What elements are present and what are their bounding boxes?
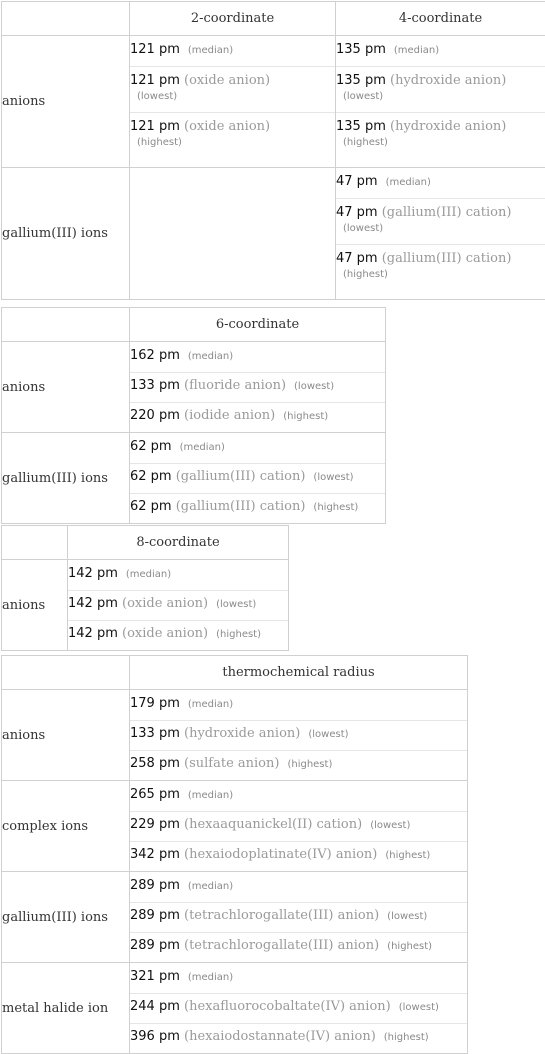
- corner-cell: [2, 656, 130, 690]
- radius-value: 133 pm: [130, 726, 180, 741]
- radius-entry: [130, 66, 335, 112]
- source-species: (tetrachlorogallate(III) anion): [184, 938, 379, 953]
- radius-value: 179 pm: [130, 696, 180, 711]
- radius-value: 62 pm: [130, 499, 172, 514]
- radius-value: 289 pm: [130, 878, 180, 893]
- source-species: (gallium(III) cation): [382, 251, 512, 266]
- statistic-tag: (lowest): [336, 89, 545, 105]
- corner-cell: [2, 308, 130, 342]
- row-header: anions: [2, 690, 130, 781]
- source-species: (oxide anion): [184, 119, 270, 134]
- radius-table-8-coordinate: [1, 525, 289, 651]
- radius-entry: [130, 841, 467, 871]
- statistic-tag: (lowest): [305, 472, 353, 483]
- statistic-tag: (highest): [336, 267, 545, 283]
- radius-value: 142 pm: [68, 566, 118, 581]
- value-cell: [130, 433, 386, 524]
- radius-value: 229 pm: [130, 817, 180, 832]
- source-species: (sulfate anion): [184, 756, 279, 771]
- source-species: (gallium(III) cation): [176, 499, 306, 514]
- statistic-tag: (highest): [275, 411, 328, 422]
- source-species: (hydroxide anion): [390, 119, 506, 134]
- source-species: (iodide anion): [184, 408, 275, 423]
- source-species: (oxide anion): [122, 596, 208, 611]
- row-header: anions: [2, 560, 68, 651]
- row-header: metal halide ion: [2, 963, 130, 1054]
- value-cell: [130, 781, 468, 872]
- radius-value: 258 pm: [130, 756, 180, 771]
- source-species: (hexaiodostannate(IV) anion): [184, 1029, 376, 1044]
- statistic-tag: (highest): [208, 629, 261, 640]
- statistic-tag: (highest): [379, 941, 432, 952]
- radius-entry: [336, 36, 545, 66]
- radius-entry: [130, 1023, 467, 1053]
- statistic-tag: (lowest): [379, 911, 427, 922]
- radius-value: 162 pm: [130, 348, 180, 363]
- statistic-tag: (median): [118, 569, 171, 580]
- source-species: (tetrachlorogallate(III) anion): [184, 908, 379, 923]
- statistic-tag: (lowest): [286, 381, 334, 392]
- statistic-tag: (highest): [305, 502, 358, 513]
- source-species: (hexaiodoplatinate(IV) anion): [184, 847, 377, 862]
- radius-entry: [130, 402, 385, 432]
- statistic-tag: (highest): [130, 135, 335, 151]
- radius-value: 289 pm: [130, 938, 180, 953]
- radius-value: 220 pm: [130, 408, 180, 423]
- value-cell: [336, 36, 545, 168]
- row-header: gallium(III) ions: [2, 872, 130, 963]
- statistic-tag: (lowest): [391, 1002, 439, 1013]
- radius-value: 135 pm: [336, 119, 386, 134]
- radius-value: 121 pm: [130, 119, 180, 134]
- statistic-tag: (highest): [377, 850, 430, 861]
- value-cell: [130, 963, 468, 1054]
- radius-entry: [130, 932, 467, 962]
- row-header: anions: [2, 342, 130, 433]
- radius-entry: [68, 590, 288, 620]
- column-header: thermochemical radius: [130, 656, 468, 690]
- source-species: (oxide anion): [184, 73, 270, 88]
- row-header: gallium(III) ions: [2, 433, 130, 524]
- statistic-tag: (median): [386, 45, 439, 56]
- radius-entry: [130, 493, 385, 523]
- radius-table-6-coordinate: [1, 307, 386, 524]
- statistic-tag: (highest): [336, 135, 545, 151]
- radius-value: 321 pm: [130, 969, 180, 984]
- statistic-tag: (lowest): [362, 820, 410, 831]
- radius-entry: [130, 993, 467, 1023]
- radius-value: 47 pm: [336, 205, 378, 220]
- source-species: (hydroxide anion): [390, 73, 506, 88]
- radius-entry: [130, 342, 385, 372]
- corner-cell: [2, 2, 130, 36]
- radius-value: 62 pm: [130, 439, 172, 454]
- empty-cell: [130, 168, 336, 300]
- radius-entry: [68, 560, 288, 590]
- radius-value: 47 pm: [336, 251, 378, 266]
- source-species: (gallium(III) cation): [382, 205, 512, 220]
- column-header: 2-coordinate: [130, 2, 336, 36]
- radius-entry: [130, 112, 335, 158]
- radius-entry: [130, 811, 467, 841]
- column-header: 4-coordinate: [336, 2, 545, 36]
- value-cell: [68, 560, 289, 651]
- radius-entry: [130, 872, 467, 902]
- statistic-tag: (median): [180, 45, 233, 56]
- value-cell: [130, 36, 336, 168]
- radius-value: 265 pm: [130, 787, 180, 802]
- value-cell: [130, 342, 386, 433]
- radius-entry: [130, 963, 467, 993]
- radius-value: 135 pm: [336, 42, 386, 57]
- radius-entry: [130, 690, 467, 720]
- statistic-tag: (lowest): [300, 729, 348, 740]
- statistic-tag: (median): [378, 177, 431, 188]
- source-species: (hexaaquanickel(II) cation): [184, 817, 362, 832]
- statistic-tag: (highest): [279, 759, 332, 770]
- value-cell: [336, 168, 545, 300]
- radius-entry: [336, 66, 545, 112]
- row-header: gallium(III) ions: [2, 168, 130, 300]
- radius-value: 244 pm: [130, 999, 180, 1014]
- statistic-tag: (median): [180, 881, 233, 892]
- statistic-tag: (lowest): [130, 89, 335, 105]
- radius-entry: [130, 463, 385, 493]
- value-cell: [130, 872, 468, 963]
- source-species: (fluoride anion): [184, 378, 286, 393]
- radius-entry: [68, 620, 288, 650]
- row-header: complex ions: [2, 781, 130, 872]
- radius-value: 133 pm: [130, 378, 180, 393]
- radius-entry: [336, 112, 545, 158]
- column-header: 6-coordinate: [130, 308, 386, 342]
- statistic-tag: (median): [180, 790, 233, 801]
- radius-value: 121 pm: [130, 42, 180, 57]
- radius-table-2-4-coordinate: [1, 1, 545, 300]
- radius-entry: [336, 244, 545, 290]
- radius-value: 396 pm: [130, 1029, 180, 1044]
- radius-value: 47 pm: [336, 174, 378, 189]
- radius-value: 121 pm: [130, 73, 180, 88]
- radius-value: 62 pm: [130, 469, 172, 484]
- radius-entry: [130, 902, 467, 932]
- statistic-tag: (lowest): [208, 599, 256, 610]
- statistic-tag: (median): [172, 442, 225, 453]
- radius-entry: [130, 720, 467, 750]
- source-species: (hydroxide anion): [184, 726, 300, 741]
- column-header: 8-coordinate: [68, 526, 289, 560]
- radius-table-thermochemical: [1, 655, 468, 1054]
- radius-entry: [130, 372, 385, 402]
- radius-value: 142 pm: [68, 626, 118, 641]
- statistic-tag: (median): [180, 699, 233, 710]
- radius-entry: [336, 198, 545, 244]
- statistic-tag: (lowest): [336, 221, 545, 237]
- radius-value: 142 pm: [68, 596, 118, 611]
- radius-entry: [130, 781, 467, 811]
- radius-entry: [130, 433, 385, 463]
- radius-entry: [336, 168, 545, 198]
- radius-entry: [130, 750, 467, 780]
- row-header: anions: [2, 36, 130, 168]
- statistic-tag: (median): [180, 351, 233, 362]
- radius-value: 135 pm: [336, 73, 386, 88]
- value-cell: [130, 690, 468, 781]
- radius-entry: [130, 36, 335, 66]
- source-species: (hexafluorocobaltate(IV) anion): [184, 999, 391, 1014]
- statistic-tag: (median): [180, 972, 233, 983]
- corner-cell: [2, 526, 68, 560]
- source-species: (oxide anion): [122, 626, 208, 641]
- source-species: (gallium(III) cation): [176, 469, 306, 484]
- radius-value: 342 pm: [130, 847, 180, 862]
- statistic-tag: (highest): [376, 1032, 429, 1043]
- radius-value: 289 pm: [130, 908, 180, 923]
